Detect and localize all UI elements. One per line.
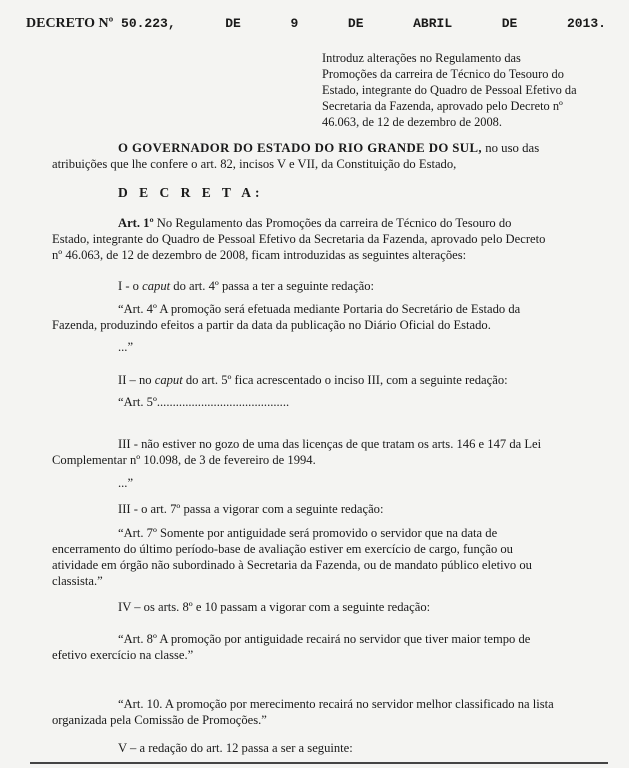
header-de-1: DE [225, 16, 241, 31]
art5-open: “Art. 5º.......................................... [118, 395, 290, 409]
summary-line: Secretaria da Fazenda, aprovado pelo Decreto nº [322, 99, 563, 113]
art1-line-2: Estado, integrante do Quadro de Pessoal Efetivo da Secretaria da Fazenda, aprovado pelo Decreto [52, 232, 546, 246]
art8-line-2: efetivo exercício na classe.” [52, 648, 194, 662]
summary-line: Estado, integrante do Quadro de Pessoal Efetivo da [322, 83, 577, 97]
decree-summary [322, 50, 612, 130]
art7-line-2: encerramento do último período-base de avaliação estiver em exercício de cargo, função ou [52, 542, 513, 556]
inciso-2-caput: caput [154, 373, 183, 387]
summary-line: 46.063, de 12 de dezembro de 2008. [322, 115, 502, 129]
inciso-2 [118, 373, 508, 388]
inciso-2-pre: II – no [118, 373, 155, 387]
inciso-2-pos: do art. 5º fica acrescentado o inciso III, com a seguinte redação: [182, 373, 508, 387]
art8-line-1: “Art. 8º A promoção por antiguidade recairá no servidor que tiver maior tempo de [118, 632, 531, 646]
art7-line-3: atividade em órgão não subordinado à Secretaria da Fazenda, ou de mandato público eletivo ou [52, 558, 532, 572]
header-month: ABRIL [413, 16, 453, 31]
summary-line: Promoções da carreira de Técnico do Tesouro do [322, 67, 564, 81]
header-year: 2013. [566, 16, 606, 31]
summary-line: Introduz alterações no Regulamento das [322, 51, 521, 65]
inciso-1-pos: do art. 4º passa a ter a seguinte redação: [170, 279, 375, 293]
inciso-1 [118, 279, 374, 294]
inciso-1-caput: caput [142, 279, 171, 293]
inciso-1-pre: I - o [118, 279, 143, 293]
header-de-3: DE [501, 16, 518, 31]
decree-label: DECRETO Nº [26, 16, 114, 31]
inciso-iii-line-2: Complementar nº 10.098, de 3 de fevereiro de 1994. [52, 453, 316, 467]
inciso-4: IV – os arts. 8º e 10 passam a vigorar com a seguinte redação: [118, 600, 431, 614]
art7-line-1: “Art. 7º Somente por antiguidade será promovido o servidor que na data de [118, 526, 498, 540]
art10-line-1: “Art. 10. A promoção por merecimento recairá no servidor melhor classificado na lista [118, 697, 554, 711]
art1-line-1 [118, 216, 511, 231]
decree-header [26, 16, 606, 32]
scan-edge-rule [30, 762, 608, 764]
art1-label: Art. 1º [118, 216, 154, 230]
art1-line-3: nº 46.063, de 12 de dezembro de 2008, ficam introduzidas as seguintes alterações: [52, 248, 467, 262]
art4-line-1: “Art. 4º A promoção será efetuada mediante Portaria do Secretário de Estado da [118, 302, 521, 316]
preamble-rest: no uso das [485, 141, 540, 155]
preamble-line-2: atribuições que lhe confere o art. 82, incisos V e VII, da Constituição do Estado, [52, 157, 457, 171]
preamble-line-1 [118, 141, 539, 156]
inciso-3: III - o art. 7º passa a vigorar com a seguinte redação: [118, 502, 384, 516]
inciso-iii-line-1: III - não estiver no gozo de uma das licenças de que tratam os arts. 146 e 147 da Lei [118, 437, 542, 451]
inciso-5: V – a redação do art. 12 passa a ser a seguinte: [118, 741, 353, 755]
header-de-2: DE [347, 16, 364, 31]
decreta-heading: D E C R E T A: [118, 185, 264, 200]
art4-close: ...” [118, 340, 134, 354]
governor-title: O GOVERNADOR DO ESTADO DO RIO GRANDE DO SUL, [118, 141, 482, 155]
inciso-iii-close: ...” [118, 476, 134, 490]
art4-line-2: Fazenda, produzindo efeitos a partir da data da publicação no Diário Oficial do Estado. [52, 318, 491, 332]
art10-line-2: organizada pela Comissão de Promoções.” [52, 713, 267, 727]
art7-line-4: classista.” [52, 574, 103, 588]
art1-text: No Regulamento das Promoções da carreira de Técnico do Tesouro do [156, 216, 512, 230]
decree-number: 50.223, [121, 16, 176, 31]
header-day: 9 [290, 16, 299, 31]
